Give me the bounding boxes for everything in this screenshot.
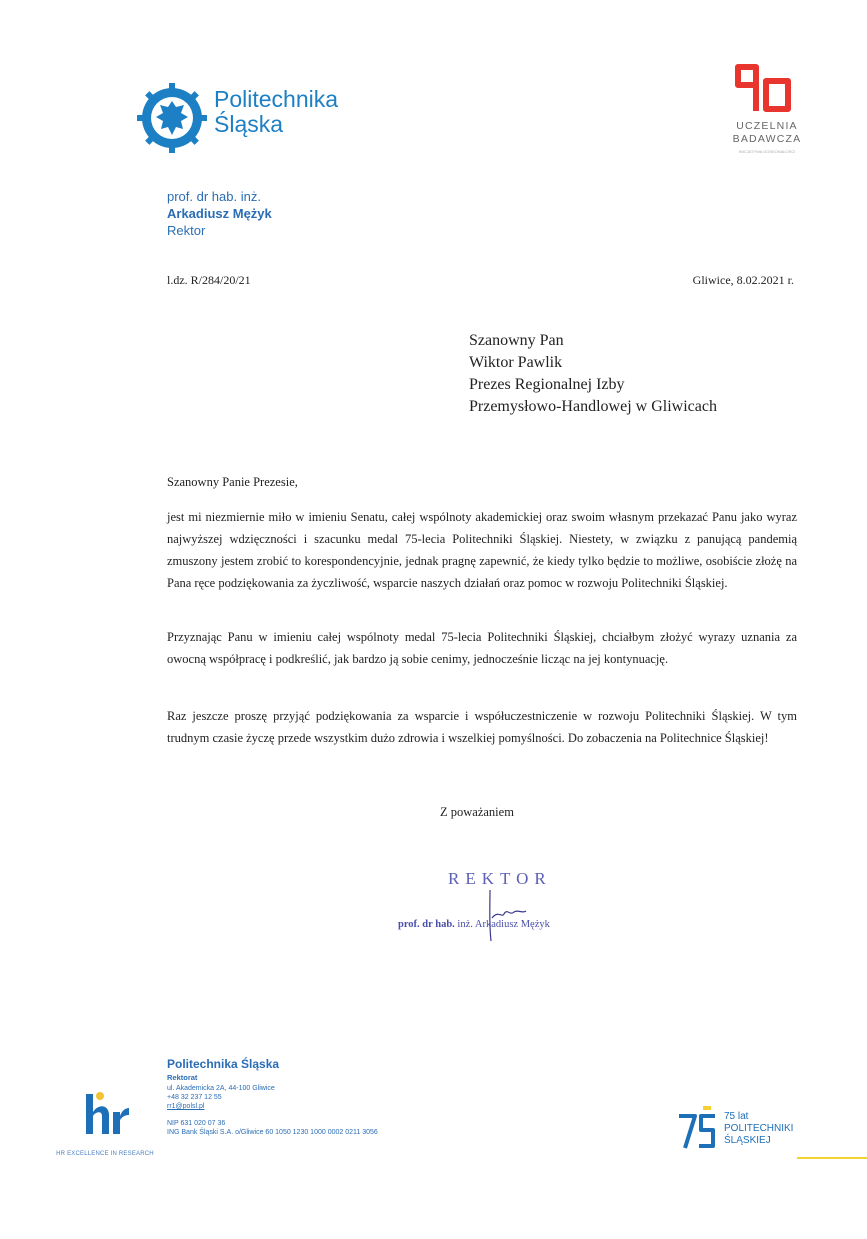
footer-contact-block <box>167 1057 378 1137</box>
recipient-line-4: Przemysłowo-Handlowej w Gliwicach <box>469 398 717 415</box>
anniversary-75-label <box>724 1111 793 1147</box>
footer-address: ul. Akademicka 2A, 44-100 Gliwice <box>167 1085 275 1092</box>
salutation: Szanowny Panie Prezesie, <box>167 475 298 489</box>
recipient-line-2: Wiktor Pawlik <box>469 354 563 371</box>
sender-role: Rektor <box>167 223 206 238</box>
ub-small-caption: INICJATYWA DOSKONAŁOŚCI <box>738 149 796 154</box>
hr-caption: HR EXCELLENCE IN RESEARCH <box>56 1151 154 1157</box>
logo-line-2: Śląska <box>214 111 284 137</box>
sender-name: Arkadiusz Mężyk <box>167 206 272 221</box>
accent-line <box>797 1157 867 1159</box>
s75-line-3: ŚLĄSKIEJ <box>724 1135 771 1146</box>
university-emblem-icon <box>137 83 207 153</box>
reference-number: l.dz. R/284/20/21 <box>167 273 251 287</box>
footer-email-link[interactable]: rr1@polsl.pl <box>167 1103 205 1110</box>
handwritten-signature <box>480 888 530 943</box>
footer-nip: NIP 631 020 07 36 <box>167 1120 226 1127</box>
recipient-line-3: Prezes Regionalnej Izby <box>469 376 625 393</box>
recipient-line-1: Szanowny Pan <box>469 332 564 349</box>
university-logo-text <box>214 87 338 137</box>
recipient-block <box>469 330 717 418</box>
logo-line-1: Politechnika <box>214 86 339 112</box>
sender-title: prof. dr hab. inż. <box>167 189 261 204</box>
stamp-name-line <box>398 919 550 930</box>
letter-date: Gliwice, 8.02.2021 r. <box>692 273 794 287</box>
s75-line-1: 75 lat <box>724 1111 749 1122</box>
paragraph-3: Raz jeszcze proszę przyjąć podziękowania za wsparcie i współuczestniczenie w rozwoju Politechniki Śląskiej. W tym trudnym czasie życzę przede wszystkim dużo zdrowia i wszelkiej pomyślności. Do zobaczenia na Politechnice Śląskiej! <box>167 709 797 745</box>
footer-bank: ING Bank Śląski S.A. o/Gliwice 60 1050 1230 1000 0002 0211 3056 <box>167 1129 378 1136</box>
s75-line-2: POLITECHNIKI <box>724 1123 794 1134</box>
anniversary-75-icon <box>677 1104 719 1152</box>
ub-line-1: UCZELNIA <box>736 120 798 132</box>
sender-block <box>167 188 272 239</box>
footer-phone: +48 32 237 12 55 <box>167 1094 222 1101</box>
research-university-label <box>714 120 820 146</box>
footer-title: Politechnika Śląska <box>167 1057 280 1071</box>
ub-line-2: BADAWCZA <box>732 133 802 145</box>
rector-stamp: REKTOR <box>448 869 552 888</box>
research-university-icon <box>732 59 796 119</box>
hr-excellence-logo-icon <box>82 1090 130 1138</box>
footer-subtitle: Rektorat <box>167 1073 198 1082</box>
paragraph-1: jest mi niezmiernie miło w imieniu Senatu, całej wspólnoty akademickiej oraz swoim własnym przekazać Panu jako wyraz najwyższej wdzięczności i szacunku medal 75-lecia Politechniki Śląskiej. Niestety, w związku z panującą pandemią zmuszony jestem zrobić to korespondencyjnie, jednak pragnę zapewnić, że kiedy tylko będzie to możliwe, osobiście złożę na Pana ręce podziękowania za życzliwość, wsparcie naszych działań oraz pomoc w rozwoju Politechniki Śląskiej. <box>167 510 797 590</box>
stamp-name-bold: prof. dr hab. <box>398 919 455 930</box>
stamp-name-rest: inż. Arkadiusz Mężyk <box>457 919 550 930</box>
paragraph-2: Przyznając Panu w imieniu całej wspólnoty medal 75-lecia Politechniki Śląskiej, chciałbym złożyć wyrazy uznania za owocną współpracę i podkreślić, jak bardzo ją sobie cenimy, jednocześnie licząc na jej kontynuację. <box>167 630 797 666</box>
closing-regards: Z poważaniem <box>440 805 514 819</box>
